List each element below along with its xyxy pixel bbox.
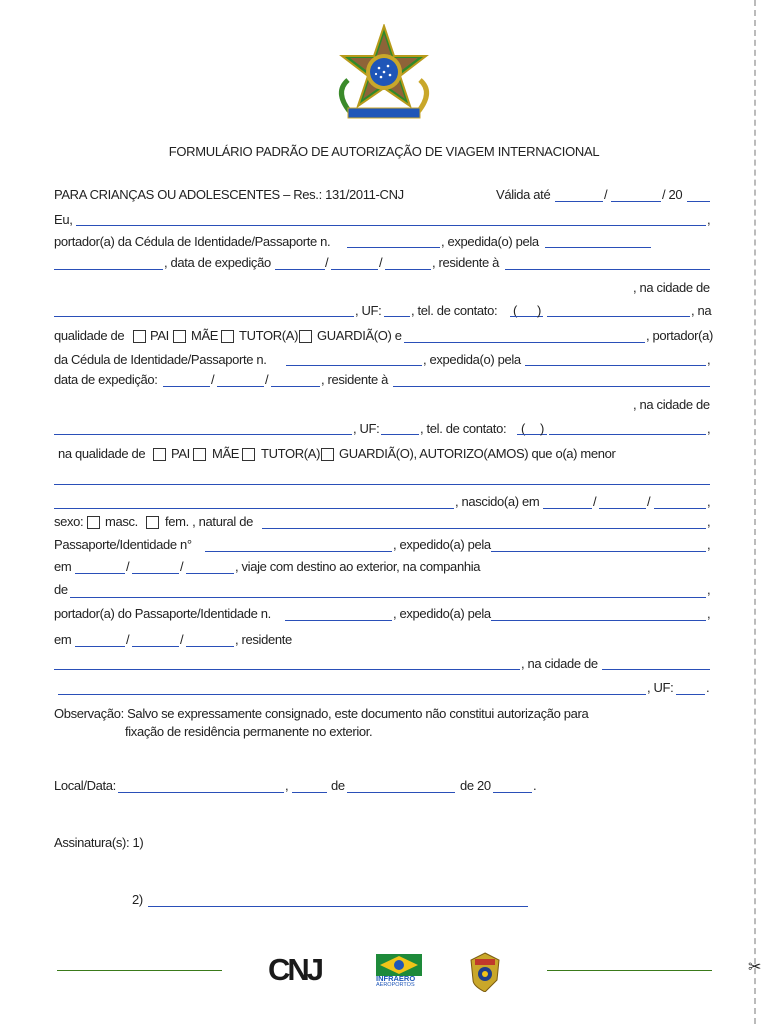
minor-passport-year-field[interactable] [186,573,234,574]
signatures-label: Assinatura(s): 1) [54,835,144,850]
form-subtitle: PARA CRIANÇAS OU ADOLESCENTES – Res.: 131/2011-CNJ [54,187,404,202]
responsible1-phone-field[interactable] [547,316,690,317]
companion-issuer-field[interactable] [491,620,706,621]
minor-passport-issuer-field[interactable] [491,551,706,552]
responsible2-uf-field[interactable] [381,434,419,435]
responsible1-exp-month-field[interactable] [331,269,378,270]
minor-name-field[interactable] [54,484,710,485]
minor-passport-field[interactable] [205,551,392,552]
sex-fem-checkbox[interactable] [146,516,159,529]
responsible2-address-field[interactable] [393,386,710,387]
minor-passport-day-field[interactable] [75,573,125,574]
responsible1-issuer-field[interactable] [545,247,651,248]
responsible1-city-field[interactable] [54,316,354,317]
responsible2-pai-checkbox[interactable] [153,448,166,461]
companion-exp-year-field[interactable] [186,646,234,647]
companion-exp-day-field[interactable] [75,646,125,647]
companion-city-cont-field[interactable] [58,694,646,695]
valid-year-field[interactable] [687,201,710,202]
footer-left-line [57,970,222,971]
responsible1-address-field[interactable] [505,269,710,270]
responsible2-exp-day-field[interactable] [163,386,210,387]
responsible1-uf-field[interactable] [384,316,410,317]
minor-birth-year-field[interactable] [654,508,706,509]
date-day-field[interactable] [292,792,327,793]
companion-address-field[interactable] [54,669,520,670]
responsible2-name-field[interactable] [404,342,645,343]
companion-city-field[interactable] [602,669,710,670]
infraero-logo: INFRAERO AEROPORTOS [376,954,422,988]
responsible2-id-field[interactable] [286,365,422,366]
responsible1-exp-year-field[interactable] [385,269,431,270]
responsible1-tutor-checkbox[interactable] [221,330,234,343]
signature2-field[interactable] [148,906,528,907]
companion-uf-field[interactable] [676,694,705,695]
responsible2-exp-year-field[interactable] [271,386,320,387]
responsible1-guardia-checkbox[interactable] [299,330,312,343]
valid-until-label: Válida até [496,187,551,202]
cnj-logo: CNJ [268,952,322,987]
responsible2-city-field[interactable] [54,434,352,435]
sex-masc-checkbox[interactable] [87,516,100,529]
responsible1-exp-day-field[interactable] [275,269,325,270]
responsible2-phone-field[interactable] [549,434,706,435]
responsible1-mae-checkbox[interactable] [173,330,186,343]
responsible2-mae-checkbox[interactable] [193,448,206,461]
companion-exp-month-field[interactable] [132,646,179,647]
valid-day-field[interactable] [555,201,603,202]
companion-passport-field[interactable] [285,620,392,621]
responsible1-id-field[interactable] [347,247,440,248]
minor-birthplace-field[interactable] [262,528,706,529]
form-title: FORMULÁRIO PADRÃO DE AUTORIZAÇÃO DE VIAGEM INTERNACIONAL [168,144,600,159]
companion-name-field[interactable] [70,597,706,598]
observation-line1: Observação: Salvo se expressamente consignado, este documento não constitui autorização para [54,706,589,721]
responsible2-exp-month-field[interactable] [217,386,264,387]
date-month-field[interactable] [347,792,455,793]
observation-line2: fixação de residência permanente no exterior. [125,724,373,739]
responsible2-issuer-field[interactable] [525,365,706,366]
minor-name-cont-field[interactable] [54,508,454,509]
responsible1-name-field[interactable] [76,225,706,226]
responsible1-pai-checkbox[interactable] [133,330,146,343]
responsible2-tutor-checkbox[interactable] [242,448,255,461]
responsible2-guardia-checkbox[interactable] [321,448,334,461]
minor-passport-month-field[interactable] [132,573,179,574]
valid-month-field[interactable] [611,201,661,202]
brazil-coat-of-arms-icon [330,24,438,126]
responsible1-issuer-cont-field[interactable] [54,269,163,270]
local-field[interactable] [118,792,284,793]
scissors-icon: ✂ [748,959,762,976]
footer-right-line [547,970,712,971]
federal-police-badge-icon [468,952,502,992]
minor-birth-day-field[interactable] [543,508,592,509]
authorization-form-page: ✂ FORMULÁRIO PADRÃO DE AUTORIZAÇÃO DE VIAGEM INTERNACIONAL PARA CRIANÇAS OU ADOLESCENTES – Res.: 131/2011-CNJ Válida até / / 20 Eu, , portador(a) da Cédula de Identidade/Passaporte n. , expedida(o) pela , data de expedição / / , residente à , na cidade de , UF: , tel. de contato: ( ) , na qualidade de PAI MÃE TUTOR(A) GUARDIÃ(O) e , portador(a) da Cédula de Identidade/Passaporte n. , expedida(o) pela , data de expedição: / / , residente à , na cidade de , UF: , tel. de contato: ( ) , na qualidade de PAI MÃE TUTOR(A) GUARDIÃ(O), AUTORIZO(AMOS) que o(a) menor , nascido(a) em / / , sexo: masc. fem. , natural de , Passaporte/Identidade n° , expedido(a) pela , em / / , viaje com destino ao exterior, na companhia de , portador(a) do Passaporte/Identidade n. , expedido(a) pela , em / / , residente , na cidade de , UF: . Observação: Salvo se expressamente consignado, este documento não constitui autorização para fixação de residência permanente no exterior. Local/Data: , de de 20 . Assinatura(s): 1) 2) CNJ INFRAERO AEROPORTOS [0,0,768,1024]
minor-birth-month-field[interactable] [599,508,646,509]
date-year-field[interactable] [493,792,532,793]
infraero-flag-icon [376,954,422,976]
